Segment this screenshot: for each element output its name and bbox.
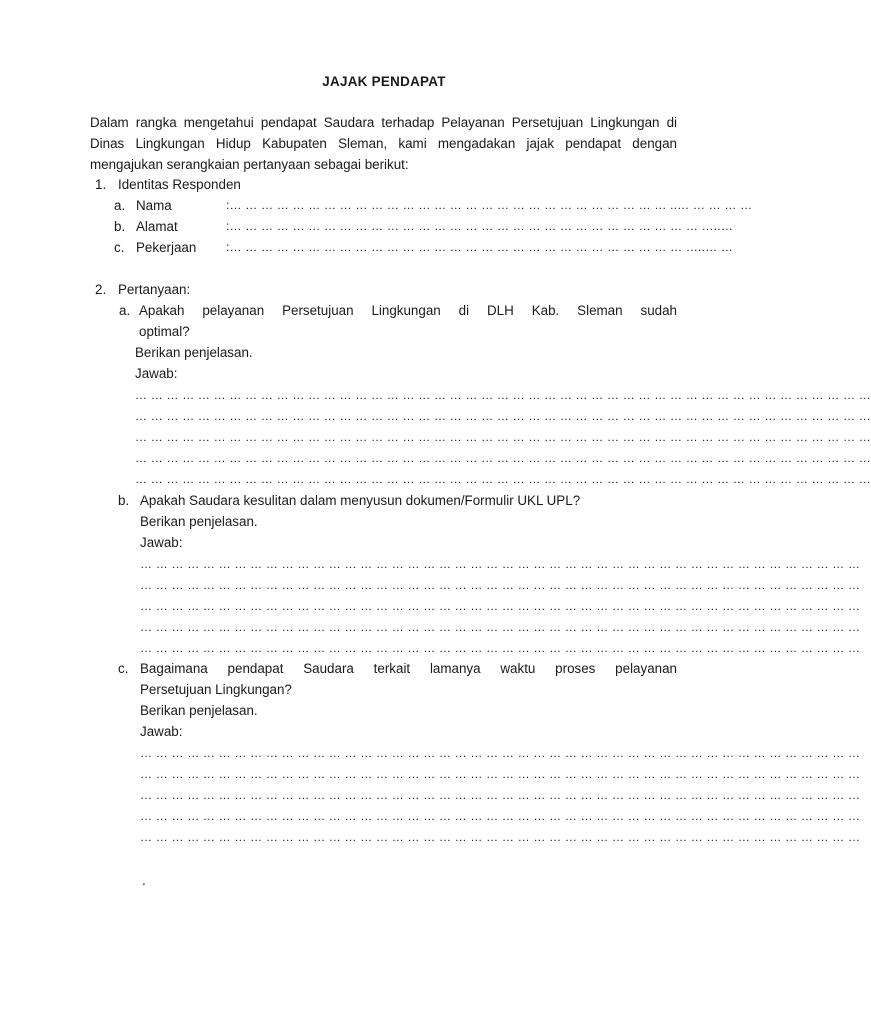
- question-b-text-line1: Apakah Saudara kesulitan dalam menyusun dokumen/Formulir UKL UPL?: [140, 493, 581, 508]
- section-2-heading: Pertanyaan:: [118, 282, 191, 297]
- answer-c-line-3[interactable]: … … … … … … … … … … … … … … … … … … … … … … … … … … … … … … … … … … … … … … … … … … … … … …: [140, 788, 861, 802]
- field-alamat-label: Alamat: [136, 219, 178, 234]
- answer-a-line-3[interactable]: … … … … … … … … … … … … … … … … … … … … … … … … … … … … … … … … … … … … … … … … … … … … … … …: [135, 430, 871, 444]
- question-c-text-line1: Bagaimana pendapat Saudara terkait lamanya waktu proses pelayanan: [140, 661, 677, 676]
- question-c-answer-label: Jawab:: [140, 724, 183, 739]
- field-nama-label: Nama: [136, 198, 172, 213]
- answer-b-line-3[interactable]: … … … … … … … … … … … … … … … … … … … … … … … … … … … … … … … … … … … … … … … … … … … … … …: [140, 599, 861, 613]
- answer-b-line-4[interactable]: … … … … … … … … … … … … … … … … … … … … … … … … … … … … … … … … … … … … … … … … … … … … … …: [140, 620, 861, 634]
- field-nama-value[interactable]: :… … … … … … … … … … … … … … … … … … … … … … … … … … … … ..… … … … …: [226, 198, 753, 212]
- field-pekerjaan-value[interactable]: :… … … … … … … … … … … … … … … … … … … … … … … … … … … … … …..… …: [226, 240, 734, 254]
- section-2-number: 2.: [95, 282, 107, 297]
- answer-c-line-1[interactable]: … … … … … … … … … … … … … … … … … … … … … … … … … … … … … … … … … … … … … … … … … … … … … …: [140, 746, 861, 760]
- question-a-letter: a.: [119, 303, 131, 318]
- question-a-text-line2: optimal?: [139, 324, 190, 339]
- question-b-explain: Berikan penjelasan.: [140, 514, 258, 529]
- question-b-letter: b.: [118, 493, 130, 508]
- question-c-text-line2: Persetujuan Lingkungan?: [140, 682, 292, 697]
- field-pekerjaan-letter: c.: [114, 240, 125, 255]
- field-alamat-letter: b.: [114, 219, 126, 234]
- question-c-letter: c.: [118, 661, 129, 676]
- question-c-explain: Berikan penjelasan.: [140, 703, 258, 718]
- question-a-explain: Berikan penjelasan.: [135, 345, 253, 360]
- answer-b-line-5[interactable]: … … … … … … … … … … … … … … … … … … … … … … … … … … … … … … … … … … … … … … … … … … … … … …: [140, 641, 861, 655]
- answer-a-line-2[interactable]: … … … … … … … … … … … … … … … … … … … … … … … … … … … … … … … … … … … … … … … … … … … … … … …: [135, 409, 871, 423]
- question-a-text-line1: Apakah pelayanan Persetujuan Lingkungan di DLH Kab. Sleman sudah: [139, 303, 677, 318]
- answer-a-line-4[interactable]: … … … … … … … … … … … … … … … … … … … … … … … … … … … … … … … … … … … … … … … … … … … … … … …: [135, 451, 871, 465]
- answer-b-line-2[interactable]: … … … … … … … … … … … … … … … … … … … … … … … … … … … … … … … … … … … … … … … … … … … … … …: [140, 578, 861, 592]
- page-title: JAJAK PENDAPAT: [322, 74, 446, 89]
- answer-b-line-1[interactable]: … … … … … … … … … … … … … … … … … … … … … … … … … … … … … … … … … … … … … … … … … … … … … …: [140, 557, 861, 571]
- intro-paragraph: Dalam rangka mengetahui pendapat Saudara terhadap Pelayanan Persetujuan Lingkungan di Dinas Lingkungan Hidup Kabupaten Sleman, kami mengadakan jajak pendapat dengan mengajukan serangkaian pertanyaan sebagai berikut:: [90, 115, 677, 172]
- field-pekerjaan-label: Pekerjaan: [136, 240, 197, 255]
- answer-c-line-5[interactable]: … … … … … … … … … … … … … … … … … … … … … … … … … … … … … … … … … … … … … … … … … … … … … …: [140, 830, 861, 844]
- section-1-number: 1.: [95, 177, 107, 192]
- answer-a-line-1[interactable]: … … … … … … … … … … … … … … … … … … … … … … … … … … … … … … … … … … … … … … … … … … … … … … …: [135, 388, 871, 402]
- field-alamat-value[interactable]: :… … … … … … … … … … … … … … … … … … … … … … … … … … … … … … …..…: [226, 219, 734, 233]
- answer-a-line-5[interactable]: … … … … … … … … … … … … … … … … … … … … … … … … … … … … … … … … … … … … … … … … … … … … … … …: [135, 472, 871, 486]
- question-a-answer-label: Jawab:: [135, 366, 178, 381]
- answer-c-line-4[interactable]: … … … … … … … … … … … … … … … … … … … … … … … … … … … … … … … … … … … … … … … … … … … … … …: [140, 809, 861, 823]
- section-1-heading: Identitas Responden: [118, 177, 241, 192]
- question-b-answer-label: Jawab:: [140, 535, 183, 550]
- trailing-mark: .: [142, 873, 146, 888]
- answer-c-line-2[interactable]: … … … … … … … … … … … … … … … … … … … … … … … … … … … … … … … … … … … … … … … … … … … … … …: [140, 767, 861, 781]
- field-nama-letter: a.: [114, 198, 126, 213]
